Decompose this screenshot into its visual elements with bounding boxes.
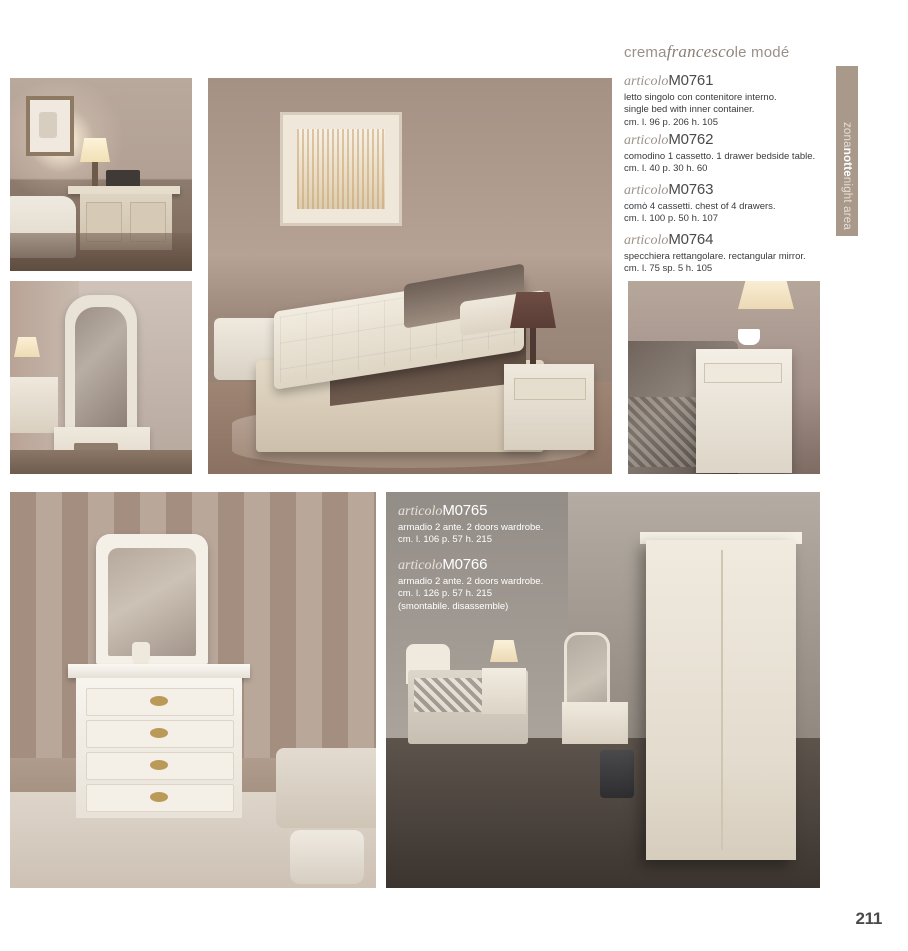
bedside-table [482, 668, 526, 714]
article-dimensions: cm. l. 106 p. 57 h. 215 [398, 534, 493, 546]
article-desc-it: letto singolo con contenitore interno. [624, 92, 777, 103]
lamp-shade [738, 281, 794, 309]
table-lamp-shade [80, 138, 110, 162]
armchair [290, 830, 364, 884]
photo-desk-room [10, 78, 192, 271]
article-spec-m0765 [398, 502, 603, 547]
floor [10, 450, 192, 474]
article-dimensions: cm. l. 40 p. 30 h. 60 [624, 163, 708, 175]
article-desc-it: comò 4 cassetti. chest of 4 drawers. [624, 201, 776, 212]
article-code-line [624, 131, 829, 150]
bedside-table-drawer [514, 378, 586, 400]
photo-wardrobe-room-image [386, 492, 820, 888]
photo-bed-room-image [208, 78, 612, 474]
section-tab-night-area [836, 66, 858, 236]
mirror-glass [75, 307, 127, 429]
article-label: articolo [624, 133, 669, 148]
article-dimensions: cm. l. 126 p. 57 h. 215 [398, 588, 493, 600]
photo-nightstand [628, 281, 820, 474]
bedside-lamp-stem [530, 328, 536, 364]
suitcase [600, 750, 634, 798]
section-tab-label [836, 66, 858, 236]
wall-artwork [280, 112, 402, 226]
article-spec-m0762 [624, 131, 829, 176]
article-desc-it: comodino 1 cassetto. 1 drawer bedside table. [624, 151, 816, 162]
article-label: articolo [624, 183, 669, 198]
article-dimensions: cm. l. 100 p. 50 h. 107 [624, 213, 719, 225]
article-code-line [624, 181, 829, 200]
brand-part-2: francesco [666, 42, 735, 61]
article-desc-it: armadio 2 ante. 2 doors wardrobe. [398, 522, 544, 533]
article-spec-m0764 [624, 231, 829, 276]
photo-wardrobe-room [386, 492, 820, 888]
floor [10, 233, 192, 271]
photo-nightstand-image [628, 281, 820, 474]
wardrobe [646, 540, 796, 860]
article-code: M0765 [442, 502, 488, 519]
page-number: 211 [855, 909, 882, 928]
article-note: (smontabile. disassemble) [398, 600, 509, 612]
side-table [10, 377, 58, 433]
wall-picture-frame [26, 96, 74, 156]
photo-mirror-bench [10, 281, 192, 474]
article-desc-en: single bed with inner container. [624, 104, 755, 116]
article-spec-m0761 [624, 72, 829, 129]
article-code: M0762 [668, 131, 714, 148]
photo-desk-room-image [10, 78, 192, 271]
section-tab-text-1: zona [841, 121, 853, 148]
article-spec-m0766 [398, 556, 603, 613]
brand-header [624, 42, 844, 62]
brand-part-3: le modé [734, 44, 790, 61]
article-code: M0764 [668, 231, 714, 248]
article-label: articolo [398, 504, 443, 519]
bed [276, 748, 376, 828]
article-code-line [398, 556, 603, 575]
brand-part-1: crema [624, 44, 667, 61]
drawer-knob [150, 696, 168, 706]
table-lamp-base [92, 162, 98, 186]
bench [562, 702, 628, 744]
drawer-knob [150, 728, 168, 738]
article-label: articolo [624, 233, 669, 248]
article-code-line [624, 231, 829, 250]
article-spec-m0763 [624, 181, 829, 226]
dresser-top [68, 664, 250, 678]
article-dimensions: cm. l. 96 p. 206 h. 105 [624, 116, 719, 128]
article-desc-it: armadio 2 ante. 2 doors wardrobe. [398, 576, 544, 587]
bedside-table-drawer [704, 363, 782, 383]
photo-dresser-room-image [10, 492, 376, 888]
vase [132, 642, 150, 666]
bedside-table [504, 364, 594, 450]
drawer-knob [150, 760, 168, 770]
article-label: articolo [398, 558, 443, 573]
article-code-line [398, 502, 603, 521]
article-desc-it: specchiera rettangolare. rectangular mirror. [624, 251, 806, 262]
section-tab-text-2: notte [841, 147, 853, 177]
lamp-shade [490, 640, 518, 662]
section-tab-text-3: night area [841, 176, 853, 230]
article-dimensions: cm. l. 75 sp. 5 h. 105 [624, 263, 713, 275]
desk-top [68, 186, 180, 194]
tea-cup [738, 329, 760, 345]
article-code-line [624, 72, 829, 91]
bedside-lamp-shade [510, 292, 556, 328]
drawer-knob [150, 792, 168, 802]
article-code: M0761 [668, 72, 714, 89]
article-code: M0763 [668, 181, 714, 198]
photo-bed-room [208, 78, 612, 474]
photo-dresser-room [10, 492, 376, 888]
article-code: M0766 [442, 556, 488, 573]
lamp-shade [14, 337, 40, 357]
mirror-glass [108, 548, 196, 656]
photo-mirror-bench-image [10, 281, 192, 474]
article-label: articolo [624, 74, 669, 89]
